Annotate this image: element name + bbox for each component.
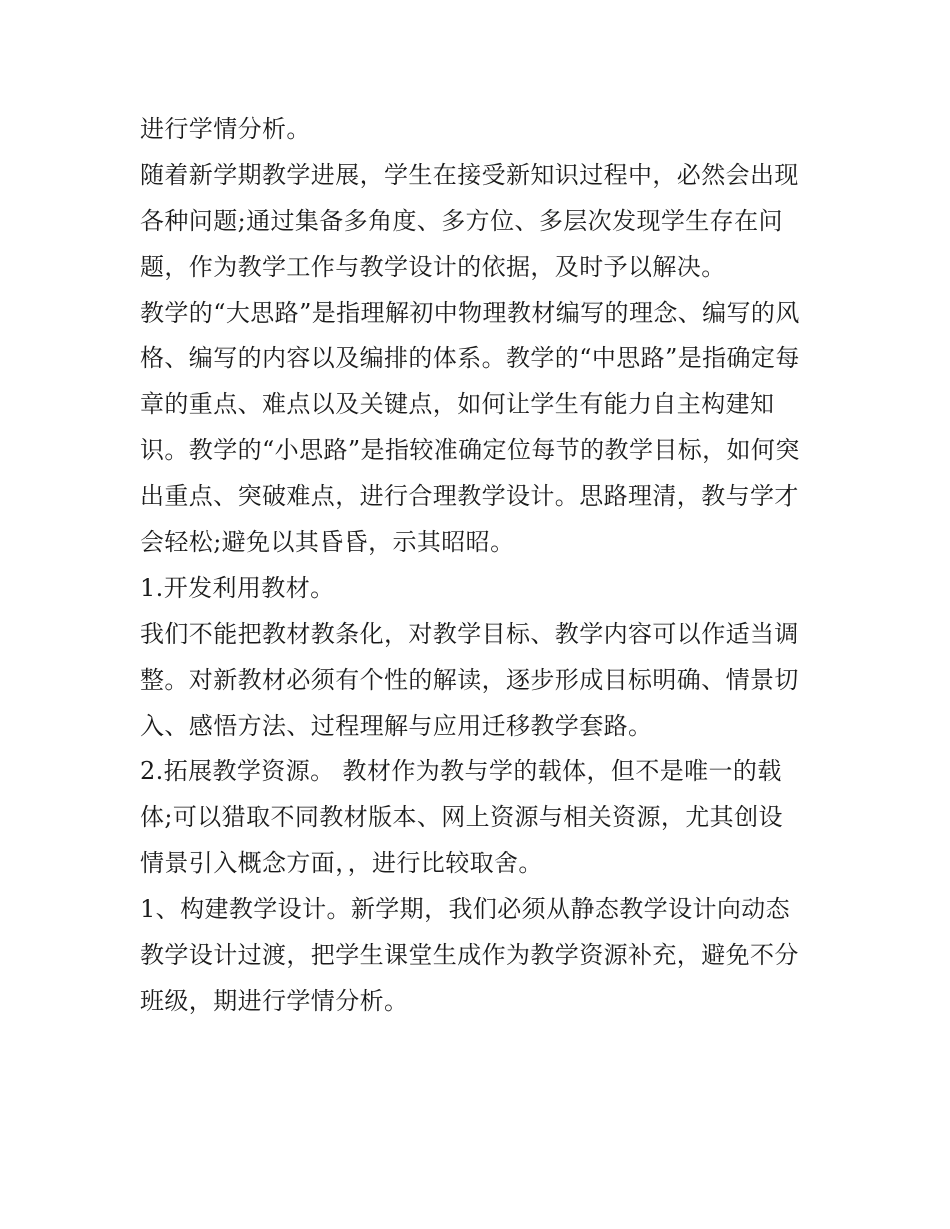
text-line: 会轻松;避免以其昏昏，示其昭昭。 — [140, 528, 515, 557]
text-line: 1、构建教学设计。新学期，我们必须从静态教学设计向动态 — [140, 895, 791, 924]
text-line: 格、编写的内容以及编排的体系。教学的“中思路”是指确定每 — [140, 344, 800, 373]
text-line: 进行学情分析。 — [140, 115, 311, 143]
text-line: 出重点、突破难点，进行合理教学设计。思路理清，教与学才 — [140, 482, 799, 511]
document-body — [140, 107, 815, 1025]
text-line: 教学的“大思路”是指理解初中物理教材编写的理念、编写的风 — [140, 298, 800, 327]
text-line: 章的重点、难点以及关键点，如何让学生有能力自主构建知 — [140, 390, 775, 419]
text-line: 题，作为教学工作与教学设计的依据，及时予以解决。 — [140, 252, 726, 281]
text-line: 入、感悟方法、过程理解与应用迁移教学套路。 — [140, 711, 653, 740]
text-line: 整。对新教材必须有个性的解读，逐步形成目标明确、情景切 — [140, 665, 799, 694]
text-line: 体;可以猎取不同教材版本、网上资源与相关资源，尤其创设 — [140, 803, 783, 832]
text-line: 情景引入概念方面，，进行比较取舍。 — [140, 849, 543, 878]
text-line: 各种问题;通过集备多角度、多方位、多层次发现学生存在问 — [140, 206, 783, 235]
text-line: 2.拓展教学资源。 教材作为教与学的载体，但不是唯一的载 — [140, 757, 782, 786]
text-line: 班级，期进行学情分析。 — [140, 986, 409, 1015]
text-line: 我们不能把教材教条化，对教学目标、教学内容可以作适当调 — [140, 619, 799, 648]
text-line: 识。教学的“小思路”是指较准确定位每节的教学目标，如何突 — [140, 436, 800, 465]
text-line: 随着新学期教学进展，学生在接受新知识过程中，必然会出现 — [140, 160, 799, 189]
text-line: 教学设计过渡，把学生课堂生成作为教学资源补充，避免不分 — [140, 941, 799, 970]
section-heading: 1.开发利用教材。 — [140, 573, 335, 602]
